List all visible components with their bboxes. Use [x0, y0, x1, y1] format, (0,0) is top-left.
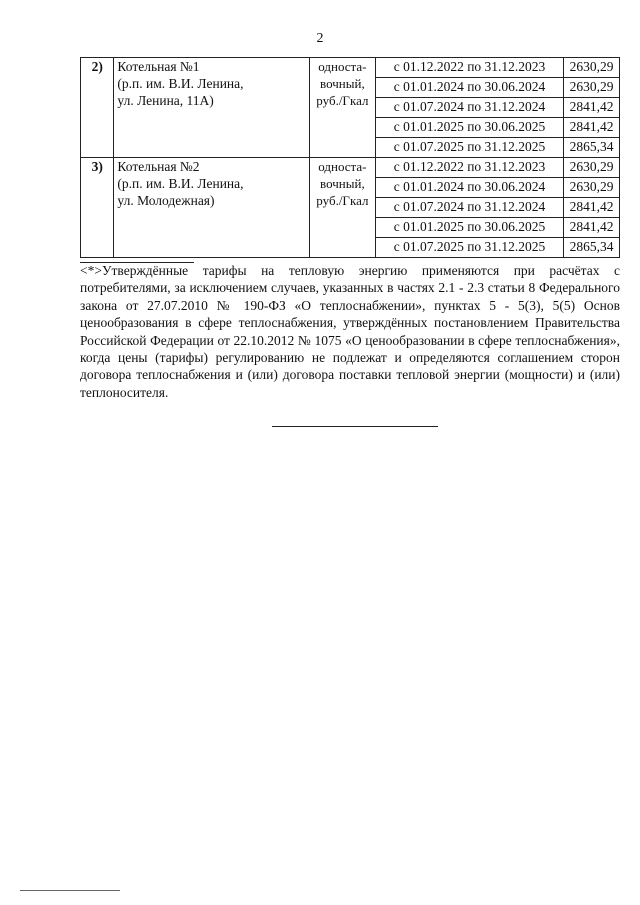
boiler-name: Котельная №1: [117, 59, 200, 74]
period-cell: с 01.12.2022 по 31.12.2023: [375, 158, 563, 178]
tariff-value-cell: 2630,29: [564, 58, 620, 78]
tariff-unit-line: руб./Гкал: [316, 93, 369, 108]
boiler-address: (р.п. им. В.И. Ленина,: [117, 176, 244, 191]
tariff-unit-line: односта-: [318, 59, 367, 74]
boiler-name-cell: [114, 58, 310, 158]
tariff-value-cell: 2841,42: [564, 198, 620, 218]
tariff-table: [80, 57, 620, 258]
boiler-street: ул. Молодежная): [117, 193, 215, 208]
period-cell: с 01.01.2025 по 30.06.2025: [375, 218, 563, 238]
tariff-value-cell: 2841,42: [564, 218, 620, 238]
boiler-address: (р.п. им. В.И. Ленина,: [117, 76, 244, 91]
boiler-street: ул. Ленина, 11А): [117, 93, 214, 108]
period-cell: с 01.07.2024 по 31.12.2024: [375, 198, 563, 218]
tariff-unit-line: вочный,: [320, 76, 365, 91]
tariff-unit-cell: [309, 58, 375, 158]
period-cell: с 01.07.2025 по 31.12.2025: [375, 138, 563, 158]
tariff-value-cell: 2630,29: [564, 178, 620, 198]
period-cell: с 01.01.2024 по 30.06.2024: [375, 78, 563, 98]
tariff-unit-cell: [309, 158, 375, 258]
boiler-name-cell: [114, 158, 310, 258]
table-row: [81, 58, 620, 78]
footnote: [80, 262, 620, 401]
row-number: 3): [81, 158, 114, 258]
page-number: 2: [316, 31, 324, 46]
row-number: 2): [81, 58, 114, 158]
tariff-value-cell: 2865,34: [564, 238, 620, 258]
corner-line: [20, 890, 120, 891]
tariff-value-cell: 2630,29: [564, 78, 620, 98]
period-cell: с 01.12.2022 по 31.12.2023: [375, 58, 563, 78]
tariff-unit-line: руб./Гкал: [316, 193, 369, 208]
tariff-unit-line: вочный,: [320, 176, 365, 191]
table-row: [81, 158, 620, 178]
footnote-text: <*>Утверждённые тарифы на тепловую энергию применяются при расчётах с потребителями, за исключением случаев, указанных в частях 2.1 - 2.3 статьи 8 Федерального закона от 27.07.2010 № 190-ФЗ «О теплоснабжении», пунктах 5 - 5(3), 5(5) Основ ценообразования в сфере теплоснабжения, утверждённых постановлением Правительства Российской Федерации от 22.10.2012 № 1075 «О ценообразовании в сфере теплоснабжения», когда цены (тарифы) регулированию не подлежат и определяются соглашением сторон договора теплоснабжения и (или) договора поставки тепловой энергии (мощности) и (или) теплоносителя.: [80, 263, 620, 400]
tariff-unit-line: односта-: [318, 159, 367, 174]
boiler-name: Котельная №2: [117, 159, 200, 174]
tariff-value-cell: 2841,42: [564, 98, 620, 118]
document-end-line: [272, 426, 438, 427]
tariff-value-cell: 2630,29: [564, 158, 620, 178]
tariff-value-cell: 2841,42: [564, 118, 620, 138]
period-cell: с 01.01.2024 по 30.06.2024: [375, 178, 563, 198]
tariff-value-cell: 2865,34: [564, 138, 620, 158]
period-cell: с 01.07.2024 по 31.12.2024: [375, 98, 563, 118]
period-cell: с 01.01.2025 по 30.06.2025: [375, 118, 563, 138]
period-cell: с 01.07.2025 по 31.12.2025: [375, 238, 563, 258]
